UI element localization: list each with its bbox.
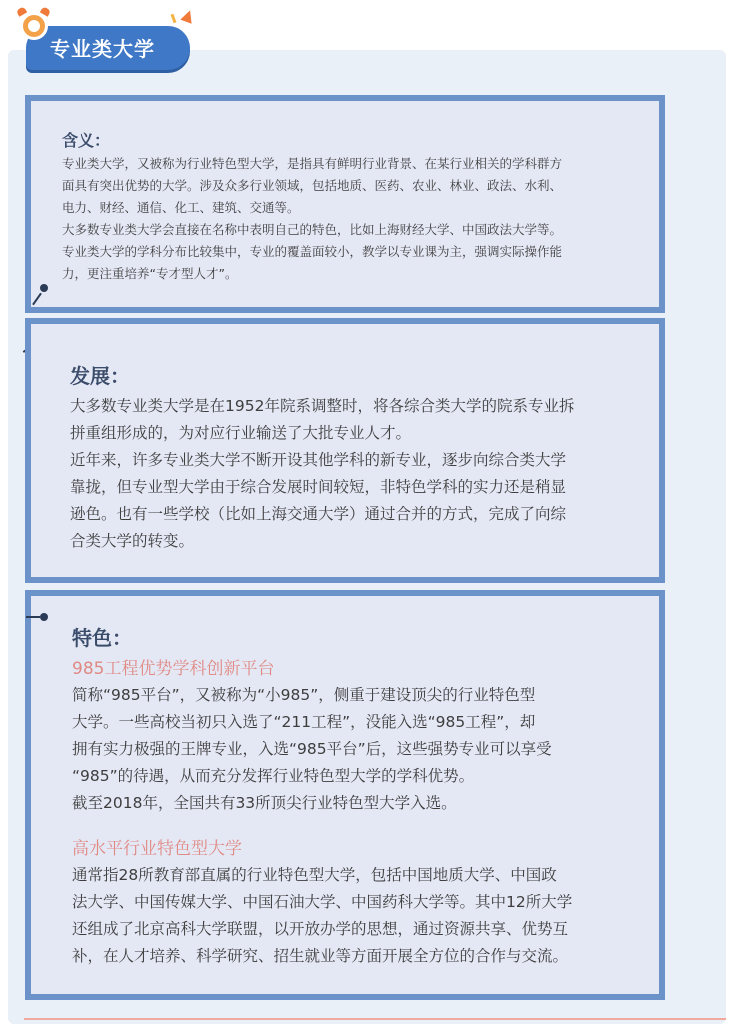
alarm-clock-icon (20, 12, 48, 40)
meaning-line-2: 面具有突出优势的大学。涉及众多行业领域，包括地质、医药、农业、林业、政法、水利、 (62, 178, 563, 193)
feature1-line-4: “985”的待遇，从而充分发挥行业特色型大学的学科优势。 (72, 767, 475, 785)
feature-subheading-high-level: 高水平行业特色型大学 (72, 839, 242, 859)
spark-line-icon (171, 14, 177, 23)
meaning-line-6: 力，更注重培养“专才型人才”。 (62, 266, 238, 281)
feature1-line-2: 大学。一些高校当初只入选了“211工程”，没能入选“985工程”，却 (72, 713, 536, 731)
feature2-line-1: 通常指28所教育部直属的行业特色型大学，包括中国地质大学、中国政 (72, 866, 557, 884)
development-line-6: 合类大学的转变。 (70, 532, 195, 550)
feature-subheading-985-platform: 985工程优势学科创新平台 (72, 659, 275, 679)
bottom-divider (24, 1018, 726, 1020)
feature2-line-3: 还组成了北京高科大学联盟，以开放办学的思想，通过资源共享、优势互 (72, 920, 569, 938)
spark-icon (180, 8, 195, 23)
development-line-4: 靠拢，但专业型大学由于综合发展时间较短，非特色学科的实力还是稍显 (70, 478, 567, 496)
feature1-line-1: 简称“985平台”，又被称为“小985”，侧重于建设顶尖的行业特色型 (72, 686, 536, 704)
connector-dot (40, 613, 48, 621)
development-line-1: 大多数专业类大学是在1952年院系调整时，将各综合类大学的院系专业拆 (70, 397, 575, 415)
feature2-line-2: 法大学、中国传媒大学、中国石油大学、中国药科大学等。其中12所大学 (72, 893, 573, 911)
development-line-2: 拼重组形成的，为对应行业输送了大批专业人才。 (70, 424, 412, 442)
feature2-line-4: 补，在人才培养、科学研究、招生就业等方面开展全方位的合作与交流。 (72, 947, 569, 965)
development-heading: 发展： (70, 364, 130, 388)
connector-line (26, 616, 40, 618)
section-title: 专业类大学 (50, 37, 155, 61)
meaning-line-4: 大多数专业类大学会直接在名称中表明自己的特色，比如上海财经大学、中国政法大学等。 (62, 222, 563, 237)
feature1-line-3: 拥有实力极强的王牌专业，入选“985平台”后，这些强势专业可以享受 (72, 740, 552, 758)
development-line-3: 近年来，许多专业类大学不断开设其他学科的新专业，逐步向综合类大学 (70, 451, 567, 469)
meaning-line-1: 专业类大学，又被称为行业特色型大学，是指具有鲜明行业背景、在某行业相关的学科群方 (62, 156, 563, 171)
development-line-5: 逊色。也有一些学校（比如上海交通大学）通过合并的方式，完成了向综 (70, 505, 567, 523)
meaning-line-5: 专业类大学的学科分布比较集中，专业的覆盖面较小，教学以专业课为主，强调实际操作能 (62, 244, 563, 259)
feature1-line-5: 截至2018年，全国共有33所顶尖行业特色型大学入选。 (72, 794, 457, 812)
meaning-line-3: 电力、财经、通信、化工、建筑、交通等。 (62, 200, 300, 215)
connector-dot (40, 284, 48, 292)
meaning-heading: 含义： (62, 131, 111, 150)
features-heading: 特色： (72, 626, 132, 650)
